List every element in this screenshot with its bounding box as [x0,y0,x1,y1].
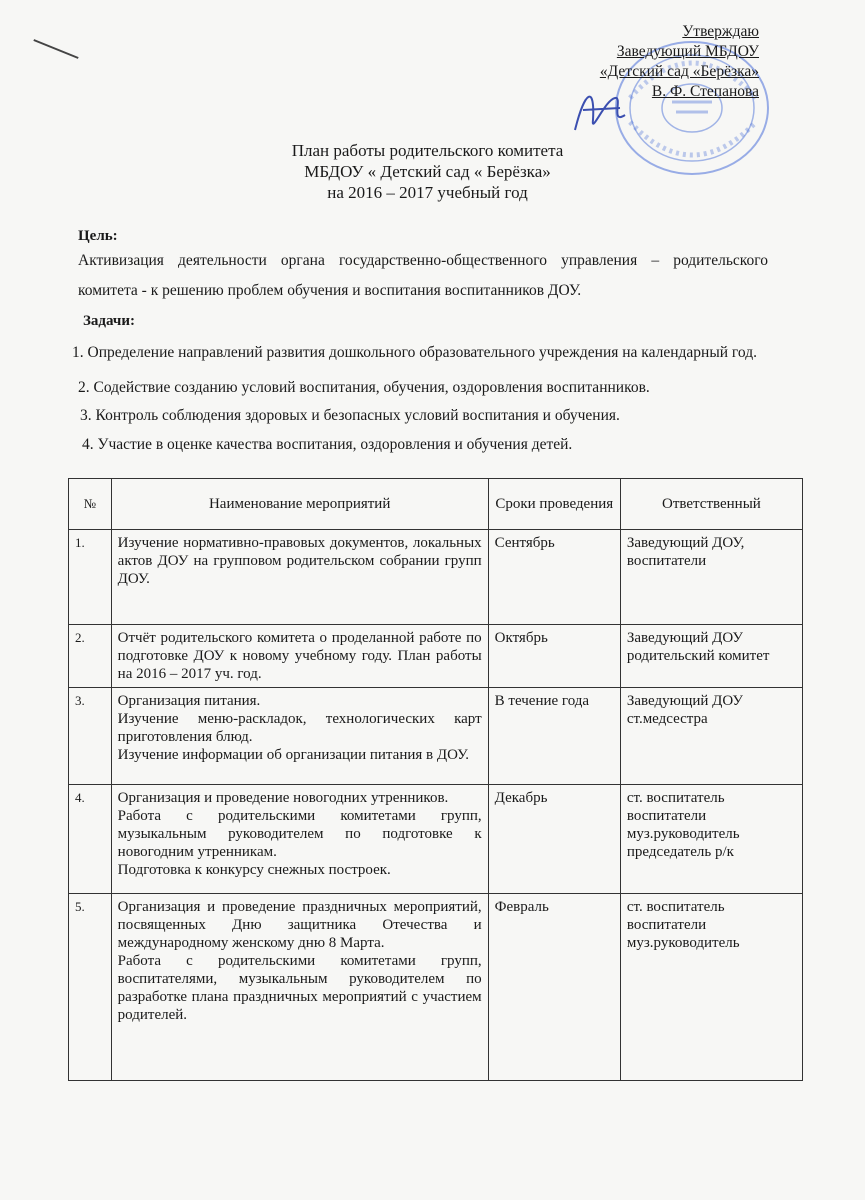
row-responsible [620,894,802,1081]
document-title [0,140,865,203]
header-num: № [69,479,112,530]
approval-signer: В. Ф. Степанова [651,83,759,100]
responsible-line: председатель р/к [626,844,734,860]
header-responsible: Ответственный [620,479,802,530]
row-responsible [620,625,802,688]
goal-label: Цель: [78,228,118,244]
activity-line: Организация и проведение праздничных мероприятий, посвященных Дню защитника Отечества и международному женскому дню 8 Марта. [117,899,482,951]
responsible-line: ст. воспитатель [626,899,725,915]
approval-line: «Детский сад «Берёзка» [599,63,759,80]
task-item: 3. Контроль соблюдения здоровых и безопасных условий воспитания и обучения. [80,407,620,424]
title-line: План работы родительского комитета [291,141,564,160]
row-date: Сентябрь [488,530,620,625]
table-row [69,894,803,1081]
row-number: 1. [69,530,112,625]
row-date: Октябрь [488,625,620,688]
row-activity [111,785,488,894]
activity-line: Отчёт родительского комитета о проделанной работе по подготовке ДОУ к новому учебному году. План работы на 2016 – 2017 уч. год. [117,630,482,682]
activity-line: Изучение информации об организации питания в ДОУ. [117,747,469,763]
activity-line: Организация и проведение новогодних утренников. [117,790,449,806]
row-date: В течение года [488,688,620,785]
responsible-line: муз.руководитель [626,935,740,951]
activity-line: Изучение меню-раскладок, технологических карт приготовления блюд. [117,711,482,745]
table-row [69,625,803,688]
row-activity [111,625,488,688]
task-item: 2. Содействие созданию условий воспитания, обучения, оздоровления воспитанников. [78,379,650,396]
row-date: Декабрь [488,785,620,894]
responsible-line: муз.руководитель [626,826,740,842]
row-number: 5. [69,894,112,1081]
row-number: 2. [69,625,112,688]
row-number: 3. [69,688,112,785]
activity-line: Подготовка к конкурсу снежных построек. [117,862,391,878]
row-responsible [620,785,802,894]
row-date: Февраль [488,894,620,1081]
responsible-line: воспитатели [626,808,707,824]
activity-line: Изучение нормативно-правовых документов, локальных актов ДОУ на групповом родительском собрании групп ДОУ. [117,535,482,587]
responsible-line: Заведующий ДОУ [626,693,744,709]
row-responsible [620,688,802,785]
table-row [69,785,803,894]
header-date: Сроки проведения [488,479,620,530]
responsible-line: Заведующий ДОУ [626,630,744,646]
table-row [69,530,803,625]
row-number: 4. [69,785,112,894]
plan-table [68,478,803,1081]
scan-mark [33,39,78,59]
approval-line: Заведующий МБДОУ [616,43,759,60]
title-line: МБДОУ « Детский сад « Берёзка» [304,162,551,181]
approval-block [600,22,759,102]
goal-text: Активизация деятельности органа государственно-общественного управления – родительского комитета - к решению проблем обучения и воспитания воспитанников ДОУ. [78,252,768,299]
activity-line: Работа с родительскими комитетами групп, воспитателями, музыкальным руководителем по разработке плана праздничных мероприятий с участием родителей. [117,953,482,1023]
responsible-line: ст. воспитатель [626,790,725,806]
row-activity [111,530,488,625]
activity-line: Работа с родительскими комитетами групп, музыкальным руководителем по подготовке к новогодним утренникам. [117,808,482,860]
task-item: 1. Определение направлений развития дошкольного образовательного учреждения на календарный год. [72,344,757,361]
responsible-line: родительский комитет [626,648,770,664]
activity-line: Организация питания. [117,693,261,709]
title-line: на 2016 – 2017 учебный год [327,183,528,202]
task-item: 4. Участие в оценке качества воспитания, оздоровления и обучения детей. [82,436,573,453]
tasks-label: Задачи: [83,313,136,329]
approval-line: Утверждаю [682,23,759,40]
row-activity [111,894,488,1081]
row-responsible [620,530,802,625]
table-row [69,688,803,785]
row-activity [111,688,488,785]
responsible-line: Заведующий ДОУ, воспитатели [626,535,745,569]
responsible-line: ст.медсестра [626,711,708,727]
responsible-line: воспитатели [626,917,707,933]
table-header-row [69,479,803,530]
header-name: Наименование мероприятий [111,479,488,530]
